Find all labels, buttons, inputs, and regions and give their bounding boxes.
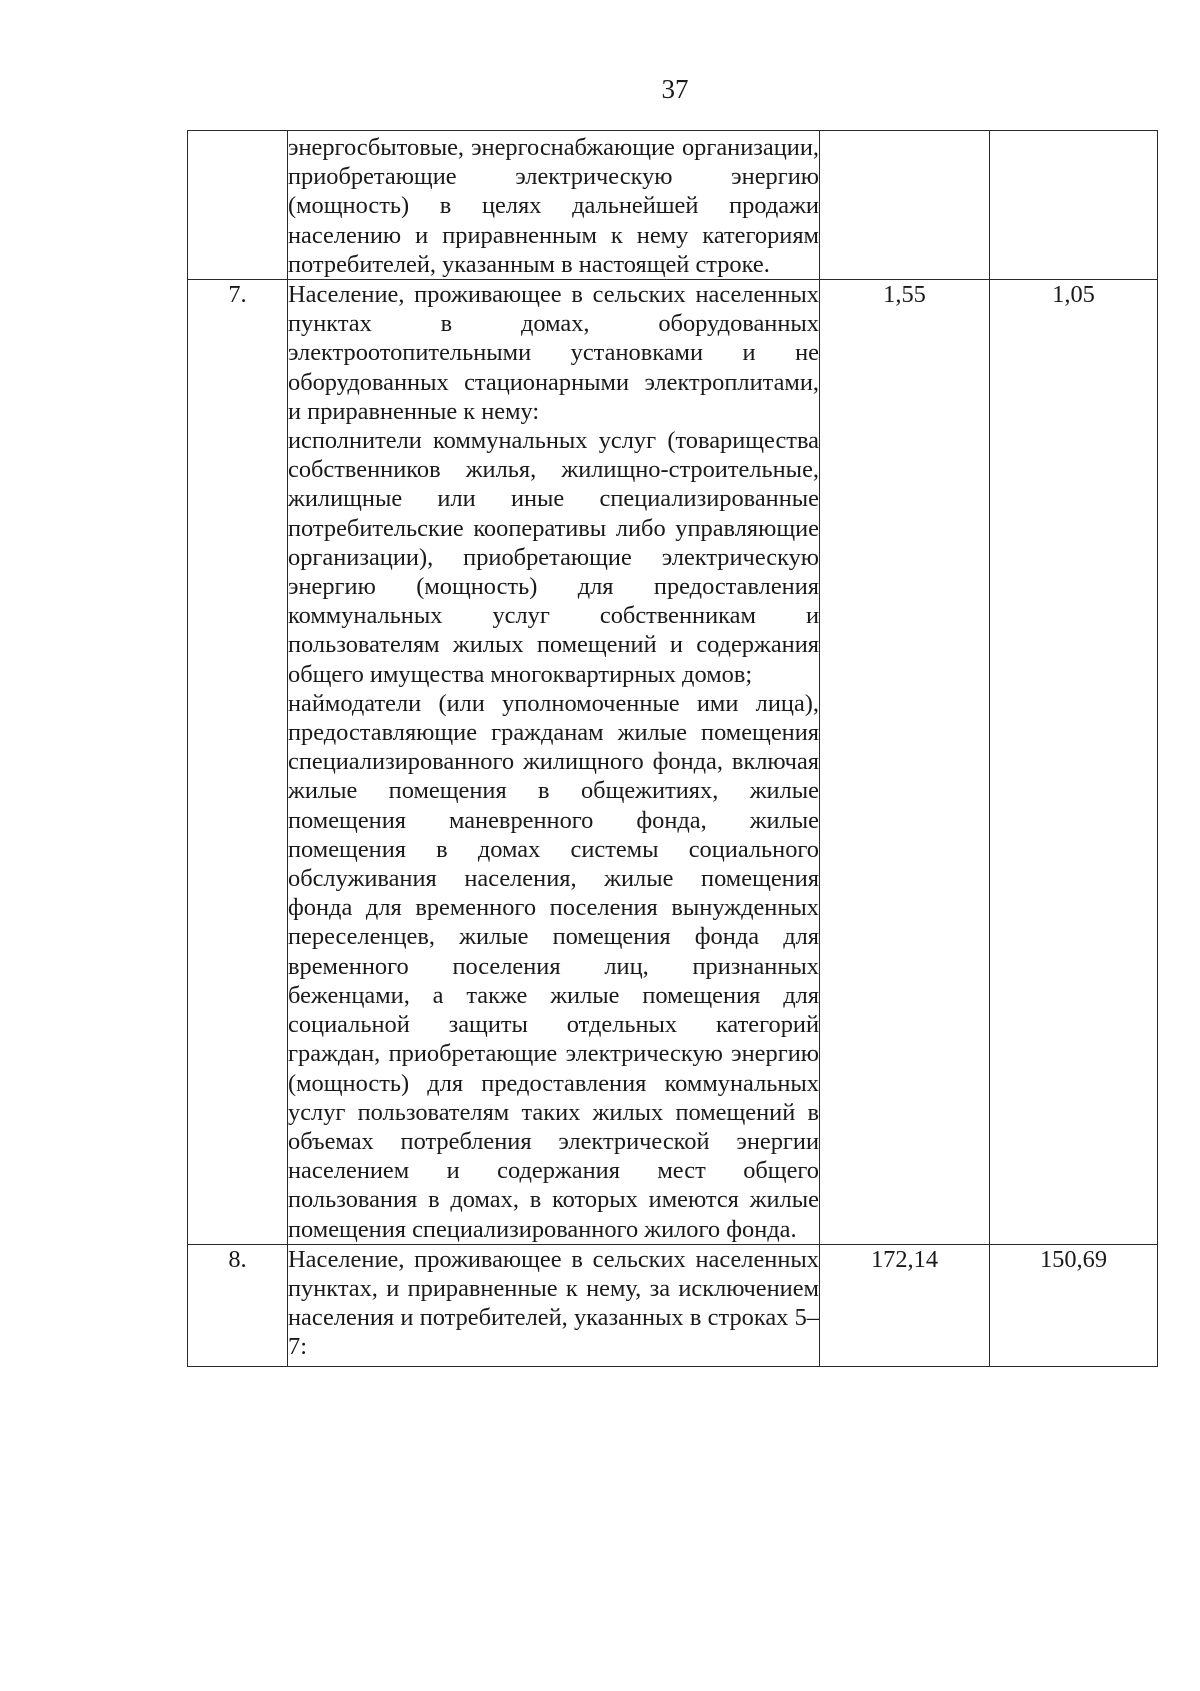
row-number-cell: 8. — [188, 1244, 288, 1366]
row-number-cell: 7. — [188, 280, 288, 1245]
row-description-cell — [288, 280, 820, 1245]
row-description-cell — [288, 1244, 820, 1366]
table-row-8 — [188, 1244, 1158, 1366]
description-paragraph: наймодатели (или уполномоченные ими лица), предоставляющие гражданам жилые помещения специализированного жилищного фонда, включая жилые помещения в общежитиях, жилые помещения маневренного фонда, жилые помещения в домах системы социального обслуживания населения, жилые помещения фонда для временного поселения вынужденных переселенцев, жилые помещения фонда для временного поселения лиц, признанных беженцами, а также жилые помещения для социальной защиты отдельных категорий граждан, приобретающие электрическую энергию (мощность) для предоставления коммунальных услуг пользователям таких жилых помещений в объемах потребления электрической энергии населением и содержания мест общего пользования в домах, в которых имеются жилые помещения специализированного жилого фонда. — [288, 689, 819, 1243]
table-row-continuation — [188, 131, 1158, 280]
page-number: 37 — [661, 74, 689, 104]
value-cell-1: 1,55 — [820, 280, 990, 1245]
description-paragraph: энергосбытовые, энергоснабжающие организации, приобретающие электрическую энергию (мощность) в целях дальнейшей продажи населению и приравненным к нему категориям потребителей, указанным в настоящей строке. — [288, 134, 819, 278]
value-cell-2 — [990, 131, 1158, 280]
value-cell-2: 150,69 — [990, 1244, 1158, 1366]
row-description-cell — [288, 131, 820, 280]
tariff-table — [187, 130, 1158, 1367]
description-paragraph: Население, проживающее в сельских населенных пунктах в домах, оборудованных электроотопительными установками и не оборудованных стационарными электроплитами, и приравненные к нему: — [288, 281, 819, 425]
table-row-7 — [188, 280, 1158, 1245]
description-paragraph: исполнители коммунальных услуг (товарищества собственников жилья, жилищно-строительные, жилищные или иные специализированные потребительские кооперативы либо управляющие организации), приобретающие электрическую энергию (мощность) для предоставления коммунальных услуг собственникам и пользователям жилых помещений и содержания общего имущества многоквартирных домов; — [288, 427, 819, 688]
value-cell-2: 1,05 — [990, 280, 1158, 1245]
value-cell-1 — [820, 131, 990, 280]
row-number-cell — [188, 131, 288, 280]
value-cell-1: 172,14 — [820, 1244, 990, 1366]
description-paragraph: Население, проживающее в сельских населенных пунктах, и приравненные к нему, за исключением населения и потребителей, указанных в строках 5–7: — [288, 1245, 819, 1361]
